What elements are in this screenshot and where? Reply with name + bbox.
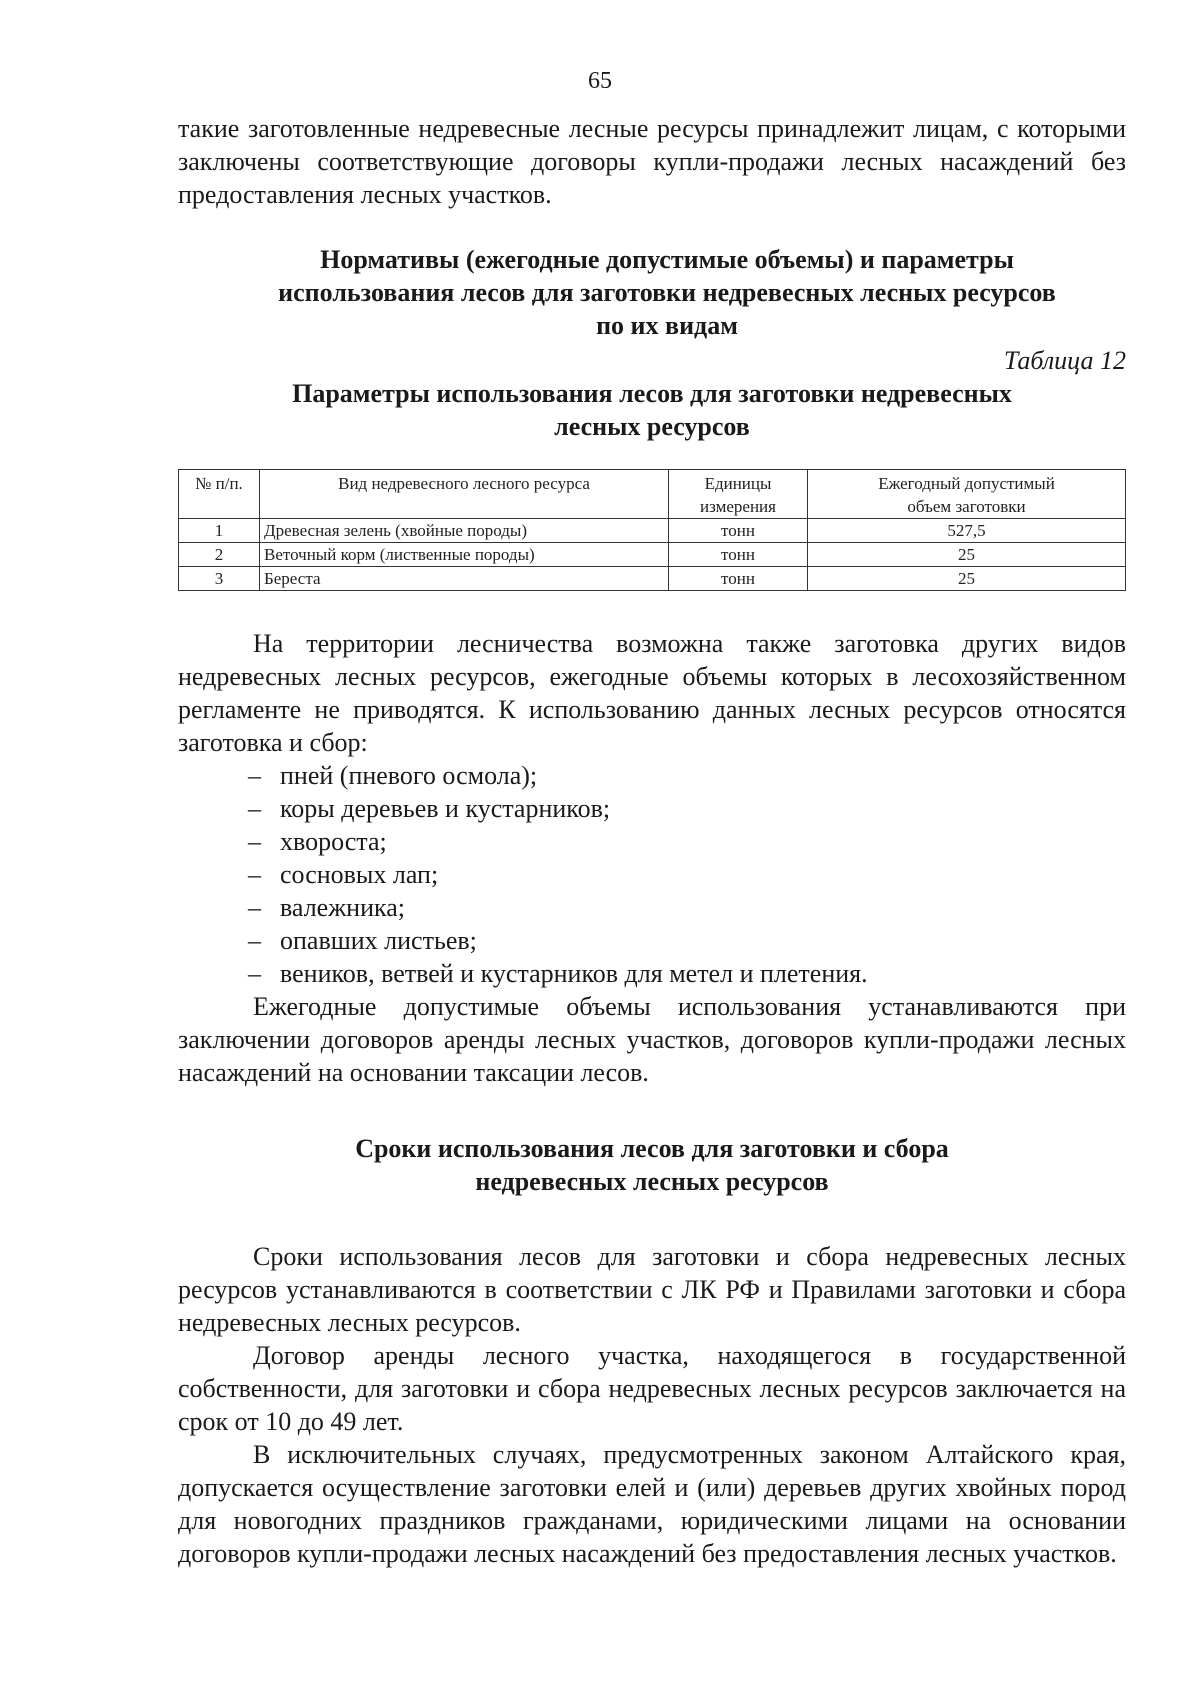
cell-volume: 527,5 [808,519,1126,543]
list-dash: – [248,893,261,922]
page-number: 65 [588,68,612,94]
table-title-line: лесных ресурсов [554,412,750,441]
resources-list [178,759,1126,990]
list-item-text: веников, ветвей и кустарников для метел и плетения. [280,959,868,988]
header-volume-line: Ежегодный допустимый [878,474,1055,493]
page-content [178,112,1126,1570]
cell-volume: 25 [808,567,1126,591]
list-dash: – [248,761,261,790]
table-row [179,543,1126,567]
cell-resource: Береста [260,567,669,591]
cell-num: 1 [179,519,260,543]
body-paragraph: На территории лесничества возможна также заготовка других видов недревесных лесных ресурсов, ежегодные объемы которых в лесохозяйственном регламенте не приводятся. К использованию данных лесных ресурсов относятся заготовка и сбор: [178,629,1126,757]
list-item [178,825,1126,858]
table-title [178,377,1126,443]
header-num: № п/п. [179,470,260,519]
table-header-row [179,470,1126,519]
cell-num: 2 [179,543,260,567]
header-unit [669,470,808,519]
list-item [178,891,1126,924]
cell-unit: тонн [669,543,808,567]
body-paragraph: Договор аренды лесного участка, находящегося в государственной собственности, для заготовки и сбора недревесных лесных ресурсов заключается на срок от 10 до 49 лет. [178,1341,1126,1436]
section-heading-line: недревесных лесных ресурсов [475,1167,829,1196]
list-item-text: сосновых лап; [280,860,439,889]
cell-volume: 25 [808,543,1126,567]
cell-unit: тонн [669,567,808,591]
header-unit-line: Единицы [704,474,772,493]
section-heading-line: Нормативы (ежегодные допустимые объемы) и параметры [320,245,1014,274]
table-row [179,567,1126,591]
list-item-text: пней (пневого осмола); [280,761,538,790]
list-item [178,924,1126,957]
header-resource: Вид недревесного лесного ресурса [260,470,669,519]
body-paragraph: Ежегодные допустимые объемы использования устанавливаются при заключении договоров аренды лесных участков, договоров купли-продажи лесных насаждений на основании таксации лесов. [178,992,1126,1087]
list-item-text: валежника; [280,893,406,922]
cell-resource: Веточный корм (лиственные породы) [260,543,669,567]
cell-num: 3 [179,567,260,591]
section-heading-line: по их видам [596,311,738,340]
table-row [179,519,1126,543]
list-dash: – [248,926,261,955]
list-dash: – [248,794,261,823]
list-item [178,957,1126,990]
table-label: Таблица 12 [1003,346,1126,375]
list-item [178,759,1126,792]
header-volume [808,470,1126,519]
table-title-line: Параметры использования лесов для заготовки недревесных [292,379,1012,408]
list-item-text: коры деревьев и кустарников; [280,794,611,823]
parameters-table [178,469,1126,591]
section-heading-line: Сроки использования лесов для заготовки и сбора [355,1134,949,1163]
list-dash: – [248,959,261,988]
section-heading-line: использования лесов для заготовки недревесных лесных ресурсов [278,278,1056,307]
list-item [178,858,1126,891]
list-dash: – [248,860,261,889]
intro-paragraph: такие заготовленные недревесные лесные ресурсы принадлежит лицам, с которыми заключены соответствующие договоры купли-продажи лесных насаждений без предоставления лесных участков. [178,114,1126,209]
list-item [178,792,1126,825]
header-volume-line: объем заготовки [907,497,1026,516]
list-dash: – [248,827,261,856]
header-unit-line: измерения [700,497,776,516]
body-paragraph: В исключительных случаях, предусмотренных законом Алтайского края, допускается осуществление заготовки елей и (или) деревьев других хвойных пород для новогодних праздников гражданами, юридическими лицами на основании договоров купли-продажи лесных насаждений без предоставления лесных участков. [178,1440,1126,1568]
section-heading-norms [178,243,1126,342]
list-item-text: хвороста; [280,827,387,856]
section-heading-terms [178,1132,1126,1198]
cell-resource: Древесная зелень (хвойные породы) [260,519,669,543]
list-item-text: опавших листьев; [280,926,477,955]
cell-unit: тонн [669,519,808,543]
body-paragraph: Сроки использования лесов для заготовки и сбора недревесных лесных ресурсов устанавливаются в соответствии с ЛК РФ и Правилами заготовки и сбора недревесных лесных ресурсов. [178,1242,1126,1337]
